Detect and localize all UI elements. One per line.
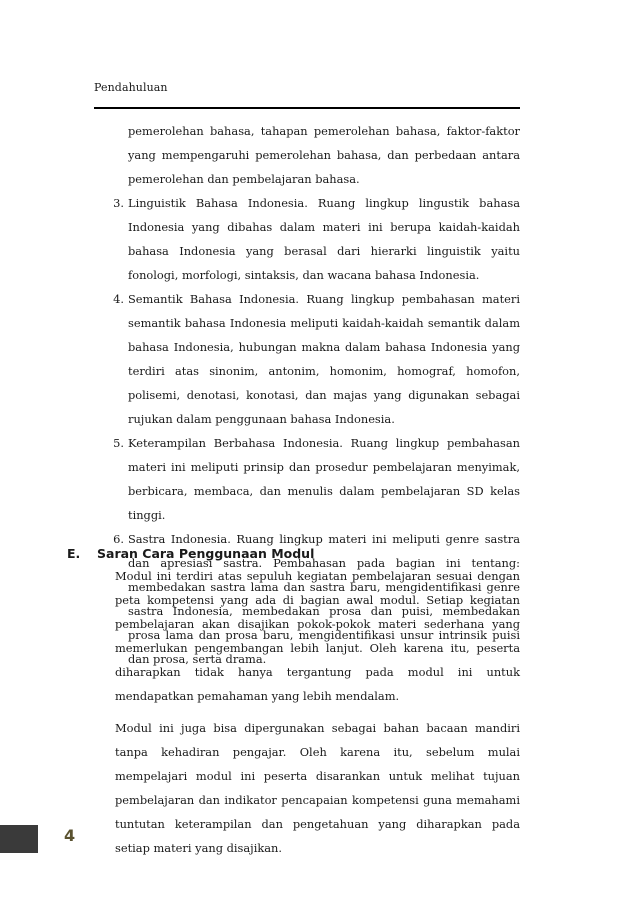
footer-bar — [0, 825, 38, 853]
header-rule — [94, 107, 520, 109]
list-item-number: 6. — [113, 532, 124, 546]
section-heading — [67, 544, 520, 564]
list-item-number: 5. — [113, 436, 124, 450]
header-title: Pendahuluan — [94, 81, 168, 94]
section-paragraph: Modul ini terdiri atas sepuluh kegiatan pembelajaran sesuai dengan peta kompetensi yang ada di bagian awal modul. Setiap kegiatan pembelajaran akan disajikan pokok-pokok materi sederhana yang memerlukan pengembangan lebih lanjut. Oleh karena itu, peserta diharapkan tidak hanya tergantung pada modul ini untuk mendapatkan pemahaman yang lebih mendalam. — [115, 569, 520, 703]
section-letter: E. — [67, 546, 81, 561]
list-item-number: 3. — [113, 196, 124, 210]
list-item-text: Sastra Indonesia. Ruang lingkup materi ini meliputi genre sastra dan apresiasi sastra. Pembahasan pada bagian ini tentang: membedakan sastra lama dan sastra baru, mengidentifikasi genre sastra Indonesia, membedakan prosa dan puisi, membedakan prosa lama dan prosa baru, mengidentifikasi unsur intrinsik puisi dan prosa, serta drama. — [128, 532, 520, 666]
page-number: 4 — [64, 826, 76, 845]
section-title: Saran Cara Penggunaan Modul — [97, 546, 315, 561]
list-item — [94, 191, 520, 287]
list-item — [94, 431, 520, 527]
list-item — [94, 287, 520, 431]
list-item-text: Semantik Bahasa Indonesia. Ruang lingkup pembahasan materi semantik bahasa Indonesia meliputi kaidah-kaidah semantik dalam bahasa Indonesia, hubungan makna dalam bahasa Indonesia yang terdiri atas sinonim, antonim, homonim, homograf, homofon, polisemi, denotasi, konotasi, dan majas yang digunakan sebagai rujukan dalam penggunaan bahasa Indonesia. — [128, 292, 520, 426]
section-paragraph: Modul ini juga bisa dipergunakan sebagai bahan bacaan mandiri tanpa kehadiran pengajar. Oleh karena itu, sebelum mulai mempelajari modul ini peserta disarankan untuk melihat tujuan pembelajaran dan indikator pencapaian kompetensi guna memahami tuntutan keterampilan dan pengetahuan yang diharapkan pada setiap materi yang disajikan. — [115, 721, 520, 855]
list-item-continuation — [94, 119, 520, 191]
list-item-text: Keterampilan Berbahasa Indonesia. Ruang lingkup pembahasan materi ini meliputi prinsip dan prosedur pembelajaran menyimak, berbicara, membaca, dan menulis dalam pembelajaran SD kelas tinggi. — [128, 436, 520, 522]
list-item-number: 4. — [113, 292, 124, 306]
list-item-text: Linguistik Bahasa Indonesia. Ruang lingkup lingustik bahasa Indonesia yang dibahas dalam materi ini berupa kaidah-kaidah bahasa Indonesia yang berasal dari hierarki linguistik yaitu fonologi, morfologi, sintaksis, dan wacana bahasa Indonesia. — [128, 196, 520, 282]
section-e — [67, 544, 520, 860]
list-item-text: pemerolehan bahasa, tahapan pemerolehan bahasa, faktor-faktor yang mempengaruhi pemerolehan bahasa, dan perbedaan antara pemerolehan dan pembelajaran bahasa. — [128, 124, 520, 186]
